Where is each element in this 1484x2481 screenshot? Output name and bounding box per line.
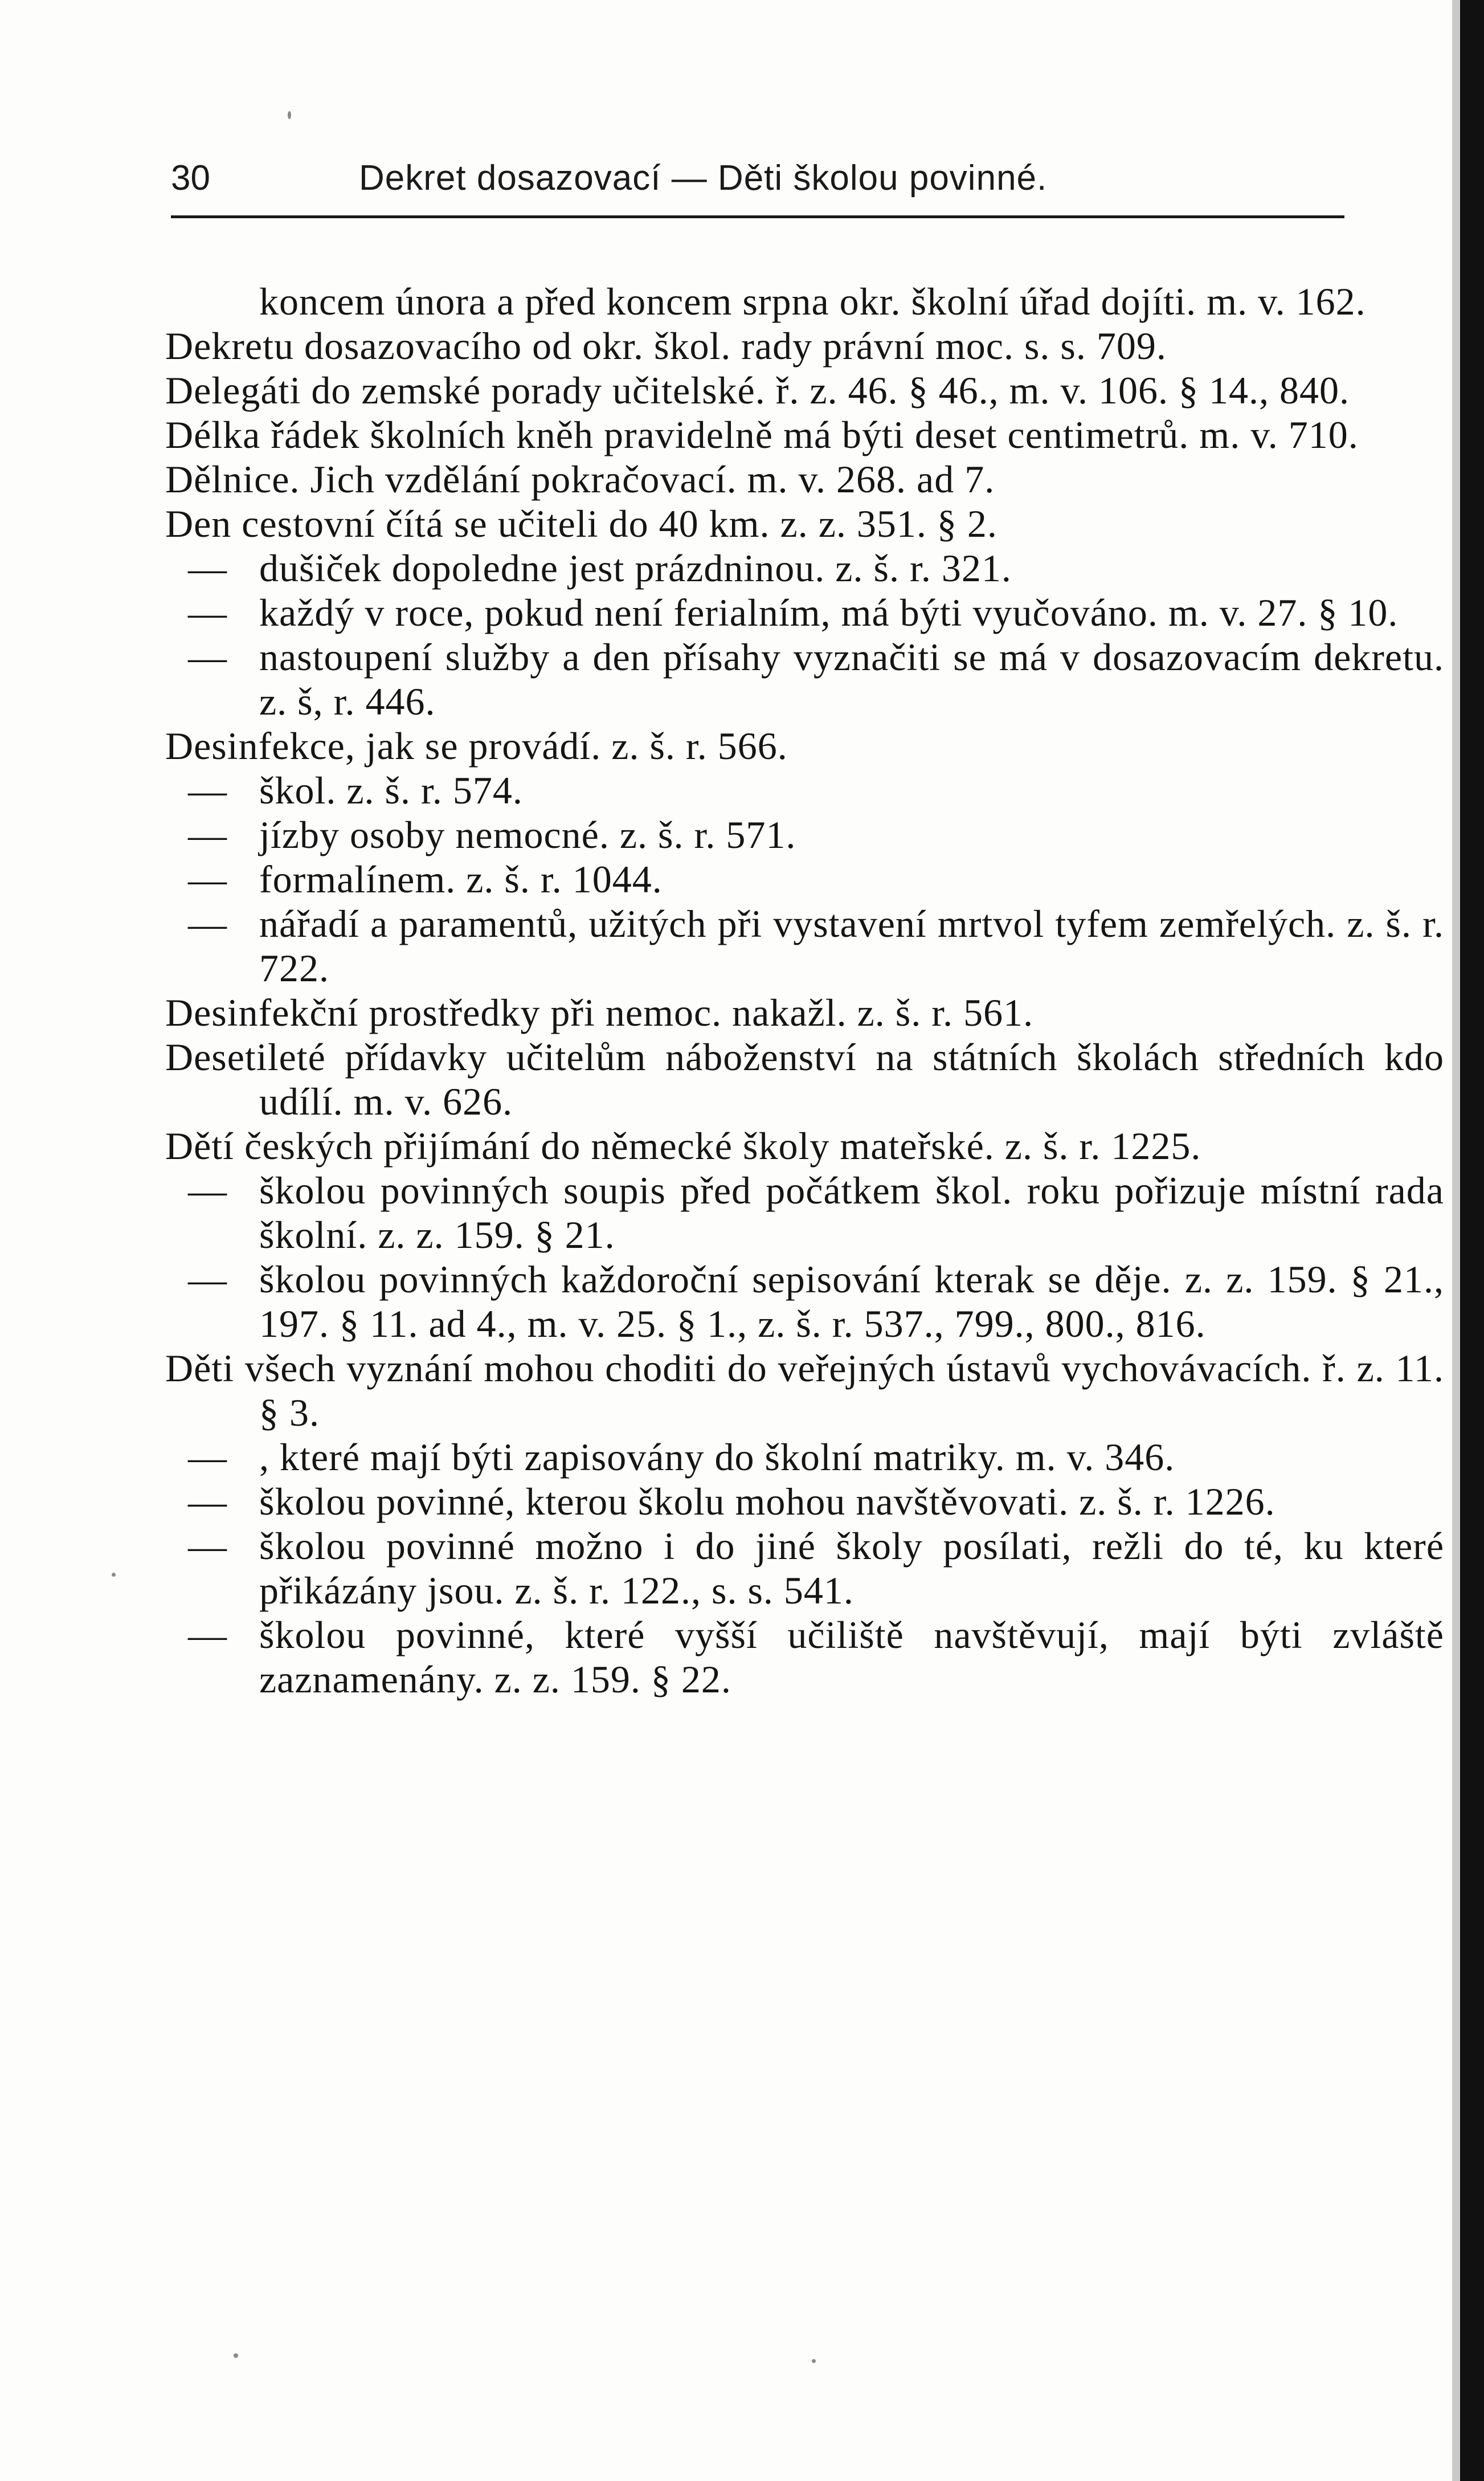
entry-dash: — — [188, 902, 227, 945]
entry-text: nastoupení služby a den přísahy vyznačiti se má v dosazovacím dekretu. z. š, r. 446. — [259, 635, 1444, 723]
entry-dash: — — [188, 1435, 227, 1479]
entry-text: , které mají býti zapisovány do školní matriky. m. v. 346. — [259, 1435, 1175, 1479]
index-entry — [165, 457, 1444, 501]
index-entries — [165, 279, 1444, 1701]
index-entry — [165, 1035, 1444, 1124]
entry-text: formalínem. z. š. r. 1044. — [259, 858, 663, 901]
paper-speck — [812, 2359, 816, 2363]
paper-speck — [112, 1573, 116, 1577]
paper-speck — [288, 111, 291, 119]
index-entry — [165, 368, 1444, 413]
index-entry — [165, 1124, 1444, 1168]
entry-dash: — — [188, 1480, 227, 1523]
entry-text: škol. z. š. r. 574. — [259, 769, 523, 812]
entry-text: školou povinné, kterou školu mohou navštěvovati. z. š. r. 1226. — [259, 1480, 1275, 1523]
page-edge-shadow — [1452, 0, 1460, 2481]
entry-dash: — — [188, 546, 227, 590]
index-subentry — [165, 768, 1444, 813]
index-entry — [165, 413, 1444, 457]
index-entry — [165, 990, 1444, 1035]
entry-text: nářadí a paramentů, užitých při vystavení mrtvol tyfem zemřelých. z. š. r. 722. — [259, 902, 1444, 990]
entry-dash: — — [188, 635, 227, 679]
index-subentry — [165, 813, 1444, 857]
entry-text: Desinfekce, jak se provádí. z. š. r. 566. — [165, 724, 788, 768]
entry-text: Dělnice. Jich vzdělání pokračovací. m. v. 268. ad 7. — [165, 458, 995, 501]
entry-text: jízby osoby nemocné. z. š. r. 571. — [259, 813, 796, 856]
index-entry — [165, 501, 1444, 546]
entry-text: koncem února a před koncem srpna okr. školní úřad dojíti. m. v. 162. — [259, 280, 1366, 323]
index-subentry — [165, 1168, 1444, 1257]
index-subentry — [165, 1257, 1444, 1346]
entry-text: každý v roce, pokud není ferialním, má býti vyučováno. m. v. 27. § 10. — [259, 591, 1399, 634]
header-rule — [171, 215, 1344, 218]
index-subentry — [165, 1613, 1444, 1701]
index-subentry — [165, 546, 1444, 590]
entry-dash: — — [188, 1258, 227, 1301]
entry-text: Den cestovní čítá se učiteli do 40 km. z. z. 351. § 2. — [165, 502, 997, 545]
page-edge — [1460, 0, 1484, 2481]
entry-dash: — — [188, 813, 227, 856]
index-subentry — [165, 901, 1444, 990]
index-subentry — [165, 635, 1444, 724]
page-header — [171, 153, 1344, 204]
entry-text: Dekretu dosazovacího od okr. škol. rady právní moc. s. s. 709. — [165, 324, 1167, 368]
entry-text: Děti všech vyznání mohou choditi do veřejných ústavů vychovávacích. ř. z. 11. § 3. — [165, 1346, 1444, 1434]
index-subentry — [165, 590, 1444, 635]
entry-dash: — — [188, 1613, 227, 1656]
entry-dash: — — [188, 769, 227, 812]
entry-text: školou povinné, které vyšší učiliště navštěvují, mají býti zvláště zaznamenány. z. z. 159. § 22. — [259, 1613, 1444, 1701]
entry-text: Dětí českých přijímání do německé školy mateřské. z. š. r. 1225. — [165, 1124, 1201, 1168]
index-subentry — [165, 1435, 1444, 1479]
entry-text: dušiček dopoledne jest prázdninou. z. š. r. 321. — [259, 546, 1012, 590]
index-entry — [165, 724, 1444, 768]
entry-text: školou povinné možno i do jiné školy posílati, režli do té, ku které přikázány jsou. z. š. r. 122., s. s. 541. — [259, 1524, 1444, 1612]
entry-text: školou povinných každoroční sepisování kterak se děje. z. z. 159. § 21., 197. § 11. ad 4., m. v. 25. § 1., z. š. r. 537., 799., 800., 816. — [259, 1258, 1444, 1345]
entry-dash: — — [188, 1169, 227, 1212]
index-subentry — [165, 857, 1444, 901]
index-subentry — [165, 1524, 1444, 1613]
entry-dash: — — [188, 858, 227, 901]
entry-dash: — — [188, 591, 227, 634]
index-subentry — [165, 1479, 1444, 1524]
paper-speck — [234, 2353, 238, 2358]
index-entry — [165, 324, 1444, 368]
index-entry — [165, 279, 1444, 324]
page-number: 30 — [171, 158, 210, 198]
entry-text: školou povinných soupis před počátkem škol. roku pořizuje místní rada školní. z. z. 159. § 21. — [259, 1169, 1444, 1256]
running-head: Dekret dosazovací — Děti školou povinné. — [359, 158, 1048, 198]
entry-text: Desetileté přídavky učitelům náboženství na státních školách středních kdo udílí. m. v. 626. — [165, 1035, 1444, 1123]
entry-text: Délka řádek školních kněh pravidelně má býti deset centimetrů. m. v. 710. — [165, 413, 1359, 456]
entry-text: Delegáti do zemské porady učitelské. ř. z. 46. § 46., m. v. 106. § 14., 840. — [165, 369, 1350, 412]
entry-text: Desinfekční prostředky při nemoc. nakažl. z. š. r. 561. — [165, 991, 1034, 1034]
index-entry — [165, 1346, 1444, 1435]
entry-dash: — — [188, 1524, 227, 1568]
